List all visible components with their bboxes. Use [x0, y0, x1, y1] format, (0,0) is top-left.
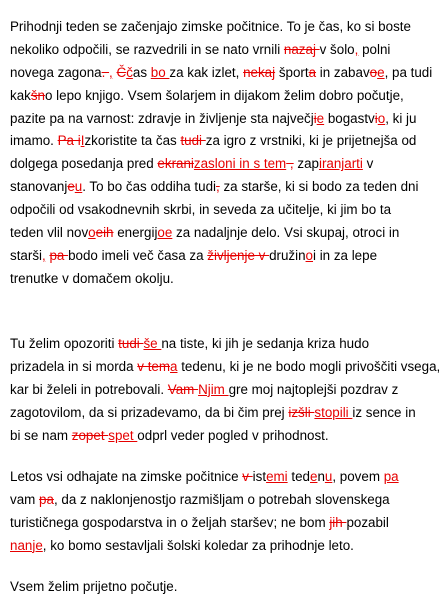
text-run: šport [275, 64, 309, 80]
text-run: trenutke v domačem okolju. [10, 270, 174, 286]
text-run: dolgega posedanja pred [10, 156, 158, 172]
text-run: o lepo knjigo. Vsem šolarjem in dijakom želim dobro počutje, [45, 87, 404, 103]
paragraph-4 [10, 576, 394, 599]
text-line [10, 576, 394, 599]
text-run: kak [10, 87, 31, 103]
text-run: , pa tudi [384, 64, 433, 80]
text-run: Vsem želim prijetno počutje. [10, 579, 178, 594]
text-run: ist [252, 469, 267, 484]
text-run: starši [10, 247, 42, 263]
deleted-text: e [67, 179, 75, 195]
text-line [10, 85, 404, 108]
inserted-text: o [377, 110, 386, 126]
text-run: stanovanj [10, 179, 68, 195]
deleted-text: jih [329, 514, 347, 530]
deleted-text: i [374, 110, 378, 126]
inserted-text: nanje [10, 537, 43, 553]
inserted-text: e [309, 469, 318, 484]
inserted-text: spet [108, 427, 138, 443]
text-run: gre moj najtoplejši pozdrav z [228, 381, 399, 397]
paragraph-2 [10, 333, 440, 447]
inserted-text: I [80, 133, 85, 149]
inserted-text: emi [266, 469, 288, 484]
deleted-text: zopet [71, 427, 109, 443]
inserted-text: iranjarti [318, 156, 363, 172]
text-run: družin [269, 247, 306, 263]
text-run: polni [358, 41, 391, 57]
inserted-text: pa [383, 469, 399, 484]
text-line [10, 425, 394, 448]
inserted-text: zasloni in s tem [193, 156, 287, 172]
text-run: bogastv [324, 110, 375, 126]
deleted-text: Pa i [57, 133, 81, 149]
paragraph-1 [10, 16, 433, 291]
text-line [10, 16, 411, 39]
text-run: as [132, 64, 151, 80]
inserted-text: u [74, 179, 83, 195]
text-line [10, 222, 400, 245]
deleted-text: , [216, 179, 220, 195]
text-run: prizadela in si morda [10, 358, 138, 374]
text-run: zap [293, 156, 319, 172]
inserted-text: še [143, 336, 162, 351]
inserted-text: , [354, 41, 359, 57]
text-line [10, 379, 399, 402]
text-line [10, 245, 394, 268]
text-run: energij [113, 225, 158, 241]
text-run: , ki ju [385, 110, 417, 126]
inserted-text: č [126, 64, 133, 80]
text-run: na tiste, ki jih je sedanja kriza hudo [161, 336, 370, 351]
inserted-text: stopili [314, 404, 353, 420]
inserted-text: oe [157, 225, 173, 241]
text-line [10, 356, 440, 379]
text-line [10, 199, 394, 222]
inserted-text: a [170, 358, 178, 374]
text-line [10, 268, 394, 291]
text-run: kar bi želeli in potrebovali. [10, 381, 168, 397]
deleted-text: Č [116, 64, 127, 80]
deleted-text: v tem [137, 358, 171, 374]
text-run: odprl veder pogled v prihodnost. [137, 427, 329, 443]
text-run: novega zagona [10, 64, 102, 80]
text-run: Letos vsi odhajate na zimske počitnice [10, 469, 243, 484]
text-run: Tu želim opozoriti [10, 336, 119, 351]
deleted-text: . [101, 64, 110, 80]
text-run: nekoliko odpočili, se razvedrili in se nato vrnili [10, 41, 284, 57]
deleted-text: šn [30, 87, 45, 103]
deleted-text: tudi [118, 336, 144, 351]
deleted-text: nekaj [243, 64, 276, 80]
text-line [10, 62, 433, 85]
text-line [10, 130, 417, 153]
text-run: n [317, 469, 325, 484]
text-line [10, 466, 399, 489]
deleted-text: eih [95, 225, 114, 241]
text-run: , povem [332, 469, 384, 484]
deleted-text: življenje v [207, 247, 270, 263]
text-run: zagotovilom, da si prizadevamo, da bi čim prej [10, 404, 289, 420]
deleted-text: izšli [288, 404, 315, 420]
text-run: zkoristite ta čas [84, 133, 181, 149]
deleted-text: Vam [167, 381, 199, 397]
paragraph-3 [10, 466, 399, 558]
text-run: i in za lepe [313, 247, 378, 263]
deleted-text: o [369, 64, 378, 80]
inserted-text: e [316, 110, 325, 126]
text-line [10, 108, 417, 131]
text-run: imamo. [10, 133, 58, 149]
inserted-text: , [42, 247, 46, 263]
inserted-text: Njim [198, 381, 229, 397]
text-run: pazite pa na varnost: zdravje in življenje sta največj [10, 110, 314, 126]
deleted-text: , [286, 156, 294, 172]
text-run: za kak izlet, [169, 64, 244, 80]
text-run: , da z naklonjenostjo razmišljam o potrebah slovenskega [53, 491, 390, 507]
inserted-text: , [109, 64, 113, 80]
text-line [10, 153, 394, 176]
text-line [10, 535, 394, 558]
deleted-text: i [313, 110, 317, 126]
text-run: turističnega gospodarstva in o željah staršev; ne bom [10, 514, 330, 530]
text-run: bodo imeli več časa za [68, 247, 208, 263]
inserted-text: o [88, 225, 96, 241]
text-run: za starše, ki si bodo za teden dni [219, 179, 419, 195]
text-run: odpočili od vsakodnevnih skrbi, in seveda za učitelje, ki jim bo ta [10, 202, 392, 218]
text-run: v [362, 156, 374, 172]
text-run: vam [10, 491, 40, 507]
deleted-text: nazaj [283, 41, 320, 57]
text-run: teden vlil nov [10, 225, 89, 241]
text-run: za igro z vrstniki, ki je prijetnejša od [205, 133, 417, 149]
inserted-text: bo [150, 64, 170, 80]
deleted-text: v [242, 469, 253, 484]
text-line [10, 512, 394, 535]
text-run: Prihodnji teden se začenjajo zimske počitnice. To je čas, ko si boste [10, 19, 411, 34]
text-line [10, 489, 394, 512]
inserted-text: e [377, 64, 385, 80]
text-line [10, 333, 394, 356]
deleted-text: ekrani [157, 156, 194, 172]
inserted-text: o [305, 247, 313, 263]
text-line [10, 176, 419, 199]
text-run: pozabil [346, 514, 389, 530]
deleted-text: pa [39, 491, 54, 507]
text-run: , ko bomo sestavljali šolski koledar za prihodnje leto. [42, 537, 354, 553]
text-line [10, 39, 394, 62]
text-line [10, 402, 416, 425]
text-run: v šolo [319, 41, 355, 57]
deleted-text: a [308, 64, 317, 80]
text-run: za nadaljnje delo. Vsi skupaj, otroci in [172, 225, 400, 241]
text-run: ted [287, 469, 310, 484]
deleted-text: tudi [180, 133, 206, 149]
text-run: in zabav [316, 64, 370, 80]
text-run: tedenu, ki je ne bodo mogli privoščiti vsega, [177, 358, 440, 374]
text-run: . To bo čas oddiha tudi [82, 179, 216, 195]
text-run: bi se nam [10, 427, 72, 443]
text-run: iz sence in [352, 404, 416, 420]
inserted-text: u [324, 469, 333, 484]
deleted-text: pa [49, 247, 69, 263]
